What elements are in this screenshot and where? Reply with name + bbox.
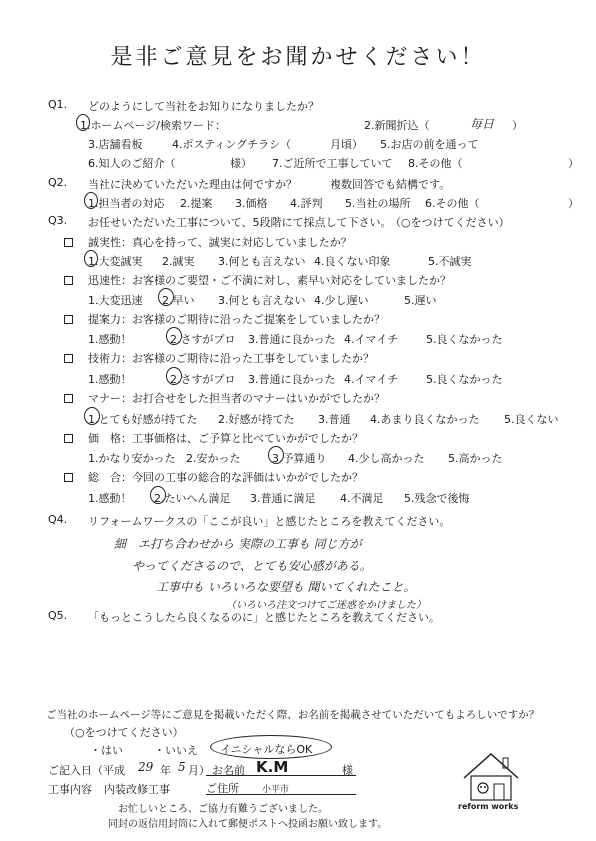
q2-number: Q2. [48, 176, 68, 189]
q3-item-option[interactable]: 4.良くない印象 [314, 255, 391, 268]
q2-option-4[interactable]: 4.評判 [290, 197, 323, 210]
work-value: 内装改修工事 [104, 783, 170, 796]
q3-item-option[interactable]: 2.誠実 [162, 255, 195, 268]
q3-item-label: 誠実性：真心を持って、誠実に対応していましたか？ [88, 236, 352, 249]
checkbox[interactable] [64, 473, 73, 482]
q4-answer-line-2: やってくださるので、とても安心感がある。 [132, 559, 372, 573]
date-label: ご記入日（平成 [48, 764, 125, 777]
q2-option-6-close: ） [568, 197, 579, 210]
q1-option-8-close: ） [568, 157, 579, 170]
answer-circle [166, 327, 182, 345]
answer-circle [166, 367, 182, 385]
q2-option-5[interactable]: 5.当社の場所 [345, 197, 411, 210]
q3-item-option[interactable]: 5.良くなかった [426, 333, 503, 346]
answer-circle [210, 735, 332, 759]
q1-option-3[interactable]: 3.店舗看板 [88, 138, 143, 151]
q2-option-6[interactable]: 6.その他（ [425, 197, 480, 210]
answer-circle [150, 486, 166, 504]
q1-option-2-close: ） [512, 119, 523, 132]
date-month-unit: 月） [188, 764, 210, 777]
q3-item-option[interactable]: 1.感動！ [88, 333, 132, 346]
q3-item-option[interactable]: 2.早い [162, 294, 195, 307]
checkbox[interactable] [64, 394, 73, 403]
consent-question: ご当社のホームページ等にご意見を掲載いただく際、お名前を掲載させていただいてもよろしいですか？ [46, 709, 540, 721]
q1-option-6-sama: 様） [230, 157, 252, 170]
q3-item-option[interactable]: 3.普通に満足 [250, 492, 316, 505]
q1-option-8[interactable]: 8.その他（ [408, 157, 463, 170]
footer-line-1: お忙しいところ、ご協力有難うございました。 [118, 804, 328, 815]
date-year[interactable]: 29 [138, 760, 154, 774]
q2-question: 当社に決めていただいた理由は何ですか？ [88, 178, 297, 191]
address-value[interactable]: 小平市 [262, 785, 290, 795]
checkbox[interactable] [64, 315, 73, 324]
q4-answer-line-4: （いろいろ注文つけてご迷惑をかけました） [226, 600, 426, 611]
q3-item-option[interactable]: 5.良くなかった [426, 373, 503, 386]
q2-option-3[interactable]: 3.価格 [235, 197, 268, 210]
checkbox[interactable] [64, 238, 73, 247]
q3-item-label: 価 格：工事価格は、ご予算と比べていかがでしたか？ [88, 432, 363, 445]
q3-item-option[interactable]: 5.不誠実 [428, 255, 472, 268]
address-underline [206, 794, 356, 795]
q2-option-1[interactable]: 1.担当者の対応 [88, 197, 165, 210]
q1-option-2-handwriting: 毎日 [470, 117, 495, 131]
q3-item-option[interactable]: 5.残念で後悔 [404, 492, 470, 505]
name-value[interactable]: K.M [256, 758, 289, 776]
q3-item-label: 提案力：お客様のご期待に沿ったご提案をしていましたか？ [88, 313, 385, 326]
date-year-unit: 年 [160, 764, 171, 777]
consent-no[interactable]: ・いいえ [154, 744, 198, 757]
q3-item-option[interactable]: 3.何とも言えない [218, 294, 306, 307]
answer-circle [84, 407, 100, 425]
answer-circle [76, 114, 90, 131]
q1-number: Q1. [48, 98, 68, 111]
q3-item-option[interactable]: 1.感動！ [88, 373, 132, 386]
q3-item-option[interactable]: 1.大変誠実 [88, 255, 143, 268]
q3-item-option[interactable]: 3.普通に良かった [248, 333, 336, 346]
q3-item-label: マナー：お打合せをした担当者のマナーはいかがでしたか？ [88, 392, 385, 405]
q1-question: どのようにして当社をお知りになりましたか？ [88, 100, 319, 113]
q3-item-option[interactable]: 3.普通 [318, 413, 351, 426]
q3-item-option[interactable]: 2.さすがプロ [170, 333, 236, 346]
checkbox[interactable] [64, 276, 73, 285]
q3-item-label: 総 合：今回の工事の総合的な評価はいかがでしたか？ [88, 471, 363, 484]
q4-answer-line-3: 工事中も いろいろな要望も 聞いてくれたこと。 [156, 580, 416, 594]
q1-option-5[interactable]: 5.お店の前を通って [380, 138, 479, 151]
q3-item-option[interactable]: 3.普通に良かった [248, 373, 336, 386]
answer-circle [268, 446, 284, 464]
consent-yes[interactable]: ・はい [90, 744, 123, 757]
q3-item-option[interactable]: 4.イマイチ [344, 333, 399, 346]
q3-item-option[interactable]: 4.不満足 [340, 492, 384, 505]
q1-option-1[interactable]: 1.ホームページ/検索ワード： [80, 119, 226, 132]
q4-question: リフォームワークスの「ここが良い」と感じたところを教えてください。 [88, 515, 451, 528]
q4-number: Q4. [48, 513, 68, 526]
q3-item-label: 迅速性：お客様のご要望・ご不満に対し、素早い対応をしていましたか？ [88, 274, 451, 287]
q3-item-option[interactable]: 4.少し高かった [348, 452, 425, 465]
q3-item-option[interactable]: 4.少し遅い [314, 294, 369, 307]
q1-option-4[interactable]: 4.ポスティングチラシ（ [172, 138, 292, 151]
q3-note: （○をつけてください） [390, 216, 510, 229]
date-month[interactable]: 5 [178, 760, 186, 774]
answer-circle [84, 192, 98, 209]
q3-item-option[interactable]: 1.大変迅速 [88, 294, 143, 307]
page-title: 是非ご意見をお聞かせください！ [110, 45, 486, 70]
q2-note: 複数回答でも結構です。 [330, 178, 451, 191]
work-label: 工事内容 [48, 783, 92, 796]
q2-option-2[interactable]: 2.提案 [180, 197, 213, 210]
q5-question: 「もっとこうしたら良くなるのに」と感じたところを教えてください。 [88, 611, 440, 624]
company-logo [456, 748, 526, 818]
q3-question: お任せいただいた工事について、5段階にて採点して下さい。 [88, 216, 392, 229]
q3-number: Q3. [48, 214, 68, 227]
address-label: ご住所 [206, 782, 239, 795]
checkbox[interactable] [64, 434, 73, 443]
q3-item-option[interactable]: 3.予算通り [272, 452, 327, 465]
name-label: お名前 [212, 764, 245, 777]
q3-item-option[interactable]: 5.良くない [504, 413, 559, 426]
consent-initial-option[interactable]: イニシャルならOK [220, 743, 313, 756]
answer-circle [84, 250, 98, 267]
logo-text: reform works [458, 802, 519, 811]
checkbox[interactable] [64, 354, 73, 363]
q4-answer-line-1: 細 エ打ち合わせから 実際の工事も 同じ方が [114, 537, 362, 551]
consent-note: （○をつけてください） [64, 726, 184, 739]
house-icon [456, 748, 526, 804]
q3-item-option[interactable]: 5.遅い [404, 294, 437, 307]
q3-item-option[interactable]: 1.感動！ [88, 492, 132, 505]
q3-item-option[interactable]: 2.たいへん満足 [154, 492, 231, 505]
q3-item-option[interactable]: 1.かなり安かった [88, 452, 176, 465]
q3-item-option[interactable]: 2.さすがプロ [170, 373, 236, 386]
footer-line-2: 同封の返信用封筒に入れて郵便ポストへ投函お願い致します。 [108, 819, 388, 830]
q5-number: Q5. [48, 609, 68, 622]
q1-option-2[interactable]: 2.新聞折込（ [364, 119, 430, 132]
q1-option-6[interactable]: 6.知人のご紹介（ [88, 157, 176, 170]
q1-option-4-month: 月頃） [330, 138, 363, 151]
q3-item-label: 技術力：お客様のご期待に沿った工事をしていましたか？ [88, 352, 374, 365]
q3-item-option[interactable]: 4.イマイチ [344, 373, 399, 386]
q3-item-option[interactable]: 3.何とも言えない [218, 255, 306, 268]
q3-item-option[interactable]: 2.安かった [186, 452, 241, 465]
q3-item-option[interactable]: 4.あまり良くなかった [370, 413, 480, 426]
name-suffix: 様 [342, 764, 353, 777]
q3-item-option[interactable]: 1.とても好感が持てた [88, 413, 198, 426]
q3-item-option[interactable]: 2.好感が持てた [218, 413, 295, 426]
answer-circle [158, 288, 174, 306]
q3-item-option[interactable]: 5.高かった [448, 452, 503, 465]
name-underline [206, 775, 356, 776]
q1-option-7[interactable]: 7.ご近所で工事していて [272, 157, 393, 170]
